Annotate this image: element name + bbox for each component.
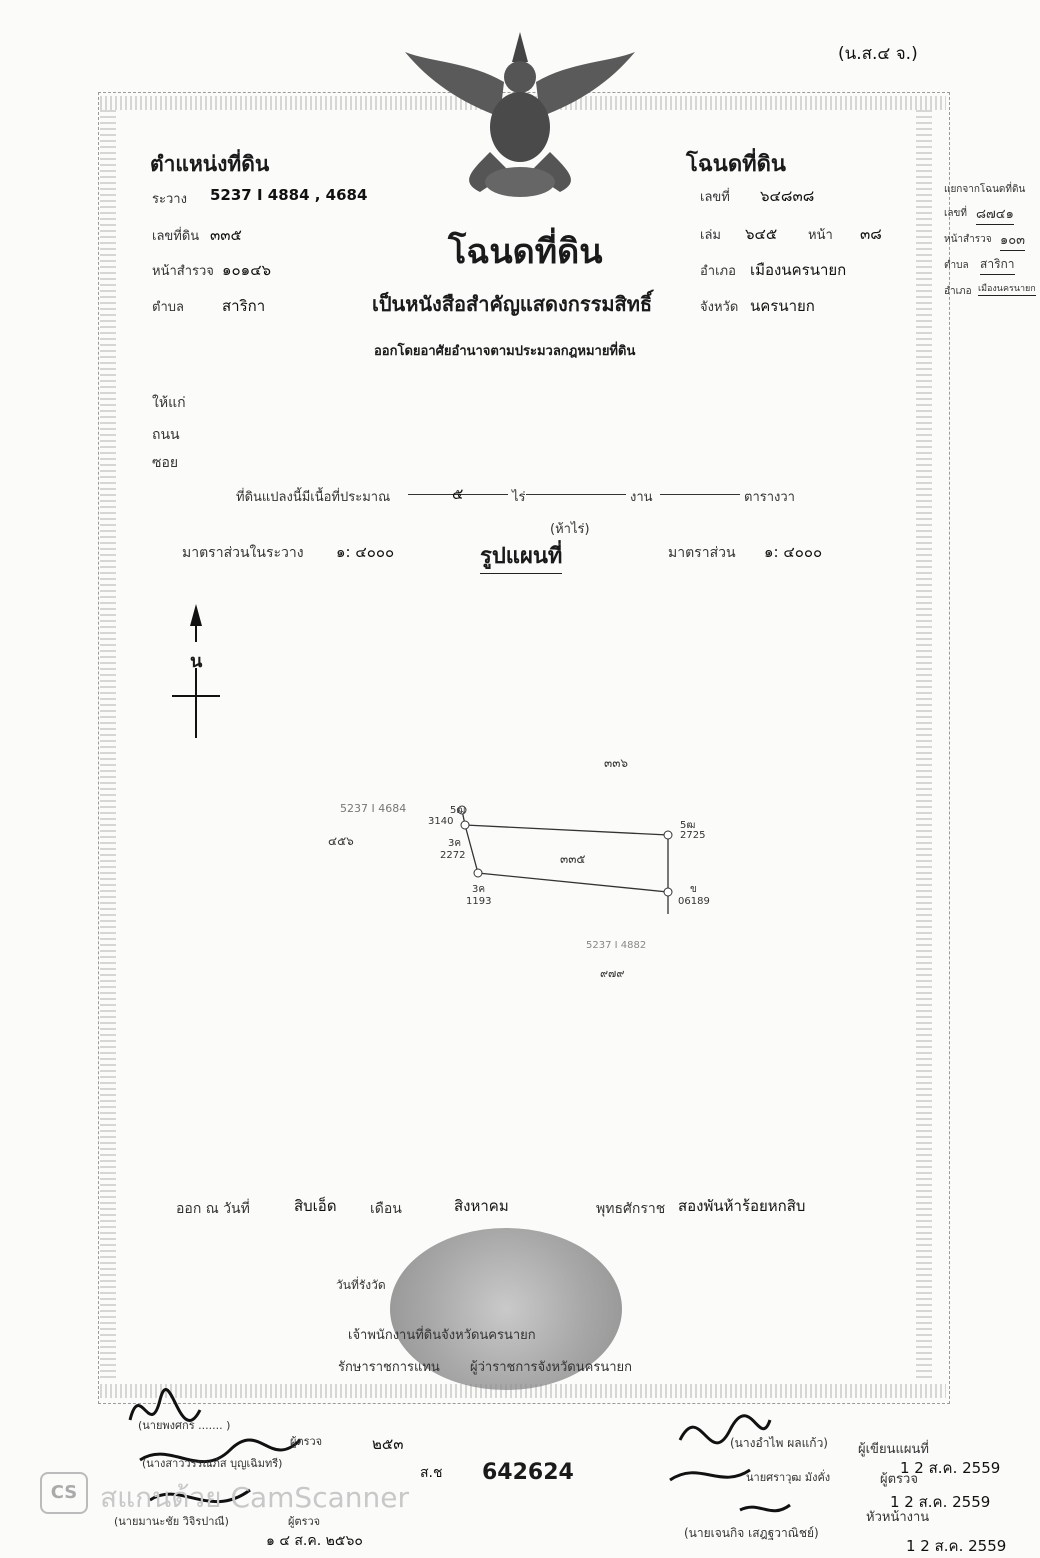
side-note-survey-label: หน้าสำรวจ (944, 234, 992, 245)
garuda-emblem-icon (400, 22, 640, 202)
province-label: จังหวัด (700, 300, 739, 315)
lot-value: ๓๓๕ (210, 226, 242, 244)
parcel-label: ๓๓๕ (560, 852, 586, 866)
signer-right-role-1: ผู้เขียนแผนที่ (858, 1442, 929, 1457)
deed-no-value: ๖๔๘๓๘ (760, 187, 815, 205)
road-label: ถนน (152, 427, 180, 443)
area-intro: ที่ดินแปลงนี้มีเนื้อที่ประมาณ (236, 490, 391, 505)
date-right-2: 1 2 ส.ค. 2559 (890, 1493, 991, 1511)
date-right-1: 1 2 ส.ค. 2559 (900, 1459, 1001, 1477)
issue-year: สองพันห้าร้อยหกสิบ (678, 1197, 806, 1215)
issue-year-label: พุทธศักราช (596, 1201, 666, 1217)
area-note: (ห้าไร่) (550, 522, 590, 537)
point3-code: 3ค (472, 884, 486, 895)
signer-name-2: (นางสาววรรณภัส บุญเฉิมทรี) (142, 1457, 283, 1470)
border-strip-right (916, 110, 932, 1380)
point5-code: ข (690, 884, 697, 895)
serial-prefix: ส.ช (420, 1465, 443, 1481)
location-title: ตำแหน่งที่ดิน (150, 152, 270, 176)
signer-right-2: นายศราวุฒ มังคั่ง (746, 1471, 831, 1484)
scale-right-label: มาตราส่วน (668, 545, 736, 561)
neighbor-south: ๙๗๙ (600, 967, 625, 980)
page-value: ๓๘ (860, 225, 882, 243)
signer-name-3: (นายมานะชัย วิจิรปาณี) (114, 1515, 229, 1528)
signer-right-1: (นางอำไพ ผลแก้ว) (730, 1436, 828, 1450)
side-note-tambon-value: สาริกา (980, 255, 1015, 275)
area-rai-value: ๕ (452, 485, 464, 503)
owner-label: ให้แก่ (152, 395, 186, 411)
area-rai-label: ไร่ (512, 490, 526, 505)
area-wa-line (660, 494, 740, 495)
side-note-amphoe-value: เมืองนครนายก (978, 281, 1036, 296)
point1-code: 5ฒ (450, 805, 466, 816)
camscanner-watermark: สแกนด้วย CamScanner (100, 1481, 409, 1514)
officer-line2: รักษาราชการแทน (338, 1360, 440, 1375)
survey-label: หน้าสำรวจ (152, 264, 214, 279)
issue-label: ออก ณ วันที่ (176, 1201, 250, 1217)
scale-left-value: ๑: ๔๐๐๐ (336, 543, 395, 561)
signer-role-1: ผู้ตรวจ (290, 1435, 323, 1448)
side-note-survey-value: ๑๐๓ (1000, 229, 1025, 251)
officer-line3: ผู้ว่าราชการจังหวัดนครนายก (470, 1360, 632, 1375)
province-value: นครนายก (750, 297, 815, 315)
signer-role-2: ผู้ตรวจ (288, 1515, 321, 1528)
deed-issued-by: ออกโดยอาศัยอำนาจตามประมวลกฎหมายที่ดิน (374, 344, 636, 359)
tambon-label: ตำบล (152, 300, 184, 315)
deed-no-label: เลขที่ (700, 190, 730, 205)
rawang-value: 5237 I 4884 , 4684 (210, 186, 368, 204)
deed-subtitle: เป็นหนังสือสำคัญแสดงกรรมสิทธิ์ (372, 292, 653, 316)
signer-right-role-2: ผู้ตรวจ (880, 1472, 918, 1487)
side-note-no-value: ๘๗๔๑ (976, 203, 1014, 225)
signer-right-role-3: หัวหน้างาน (866, 1510, 930, 1525)
point2-number: 2272 (440, 850, 466, 861)
witness-label: วันที่รังวัด (336, 1278, 386, 1292)
point4-code: 5ฒ (680, 820, 696, 831)
neighbor-north: ๓๓๖ (604, 756, 629, 770)
code-number: ๒๕๓ (372, 1435, 404, 1453)
area-ngan-line (526, 494, 626, 495)
camscanner-logo-icon: CS (40, 1472, 88, 1514)
soi-label: ซอย (152, 455, 179, 471)
area-ngan-label: งาน (630, 490, 653, 505)
amphoe-label: อำเภอ (700, 264, 736, 279)
book-label: เล่ม (700, 228, 721, 243)
point1-number: 3140 (428, 816, 454, 827)
parcel-map (300, 740, 760, 990)
officer-line1: เจ้าพนักงานที่ดินจังหวัดนครนายก (348, 1328, 536, 1343)
side-note-tambon-label: ตำบล (944, 260, 969, 271)
area-wa-label: ตารางวา (744, 490, 795, 505)
point2-code: 3ค (448, 838, 462, 849)
signer-name-1: (นายพงศกร ....... ) (138, 1419, 231, 1432)
right-title: โฉนดที่ดิน (686, 152, 786, 177)
scale-right-value: ๑: ๔๐๐๐ (764, 543, 823, 561)
page-label: หน้า (808, 228, 833, 243)
side-note-amphoe-label: อำเภอ (944, 286, 972, 297)
rawang-label: ระวาง (152, 192, 187, 207)
survey-value: ๑๐๑๔๖ (222, 261, 272, 279)
map-title: รูปแผนที่ (480, 538, 562, 574)
point5-number: 06189 (678, 896, 710, 907)
side-note-no-label: เลขที่ (944, 208, 967, 219)
point3-number: 1193 (466, 896, 492, 907)
date-right-3: 1 2 ส.ค. 2559 (906, 1537, 1007, 1555)
neighbor-west: ๔๕๖ (328, 834, 354, 848)
issue-day: สิบเอ็ด (294, 1197, 337, 1215)
issue-month: สิงหาคม (454, 1197, 509, 1215)
date-bottom-left: ๑ ๔ ส.ค. ๒๕๖๐ (266, 1533, 363, 1549)
deed-title: โฉนดที่ดิน (448, 232, 603, 272)
side-note-title: แยกจากโฉนดที่ดิน (944, 184, 1026, 195)
neighbor-south-sheet: 5237 I 4882 (586, 940, 647, 951)
amphoe-value: เมืองนครนายก (750, 261, 847, 279)
scale-left-label: มาตราส่วนในระวาง (182, 545, 304, 561)
tambon-value: สาริกา (222, 297, 266, 315)
lot-label: เลขที่ดิน (152, 229, 200, 244)
sheet-label: 5237 I 4684 (340, 802, 407, 815)
book-value: ๖๔๕ (745, 225, 778, 243)
signer-right-3: (นายเจนกิจ เสฎฐวาณิชย์) (684, 1526, 819, 1540)
issue-month-label: เดือน (370, 1201, 402, 1217)
north-label: น (190, 651, 203, 672)
form-code: (น.ส.๔ จ.) (838, 44, 918, 64)
point4-number: 2725 (680, 830, 706, 841)
border-strip-left (100, 110, 116, 1380)
serial-number: 642624 (482, 1460, 574, 1485)
